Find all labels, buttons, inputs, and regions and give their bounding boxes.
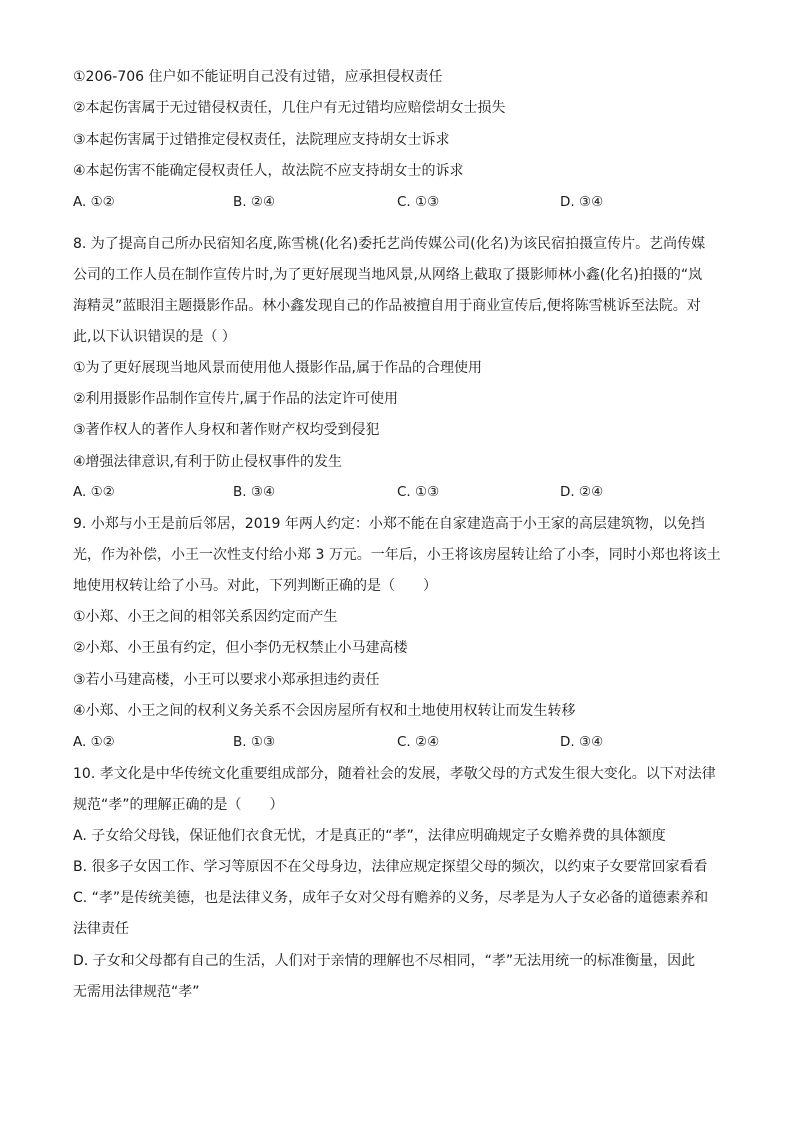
q10-stem-line-2: 规范“孝”的理解正确的是（ ） <box>73 797 284 813</box>
q8-stem-line-1: 8. 为了提高自己所办民宿知名度,陈雪桃(化名)委托艺尚传媒公司(化名)为该民宿拍摄宣传片。艺尚传媒 <box>73 236 706 252</box>
q10-choice-b: B. 很多子女因工作、学习等原因不在父母身边，法律应规定探望父母的频次，以约束子女要常回家看看 <box>73 859 708 875</box>
q9-option-b: B. ①③ <box>233 734 276 750</box>
q8-item-4: ④增强法律意识,有利于防止侵权事件的发生 <box>73 454 342 470</box>
q9-item-2: ②小郑、小王虽有约定，但小李仍无权禁止小马建高楼 <box>73 640 408 656</box>
q9-stem-line-1: 9. 小郑与小王是前后邻居，2019 年两人约定：小郑不能在自家建造高于小王家的高层建筑物，以免挡 <box>73 516 705 532</box>
q9-stem-line-3: 地使用权转让给了小马。对此，下列判断正确的是（ ） <box>73 578 437 594</box>
q9-item-1: ①小郑、小王之间的相邻关系因约定而产生 <box>73 609 338 625</box>
q7-option-c: C. ①③ <box>397 194 440 210</box>
q10-choice-a: A. 子女给父母钱，保证他们衣食无忧，才是真正的“孝”，法律应明确规定子女赡养费的具体额度 <box>73 828 666 844</box>
q7-item-2: ②本起伤害属于无过错侵权责任，几住户有无过错均应赔偿胡女士损失 <box>73 100 506 116</box>
q7-option-a: A. ①② <box>73 194 115 210</box>
q9-item-3: ③若小马建高楼，小王可以要求小郑承担违约责任 <box>73 672 380 688</box>
q8-item-1: ①为了更好展现当地风景而使用他人摄影作品,属于作品的合理使用 <box>73 360 482 376</box>
q8-stem-line-4: 此,以下认识错误的是（ ） <box>73 329 236 345</box>
q8-stem-line-3: 海精灵”蓝眼泪主题摄影作品。林小鑫发现自己的作品被擅自用于商业宣传后,便将陈雪桃诉至法院。对 <box>73 298 701 314</box>
q9-item-4: ④小郑、小王之间的权利义务关系不会因房屋所有权和土地使用权转让而发生转移 <box>73 703 576 719</box>
q7-option-b: B. ②④ <box>233 194 276 210</box>
q8-option-c: C. ①③ <box>397 484 440 500</box>
q10-choice-c: C. “孝”是传统美德，也是法律义务，成年子女对父母有赡养的义务，尽孝是为人子女必备的道德素养和 <box>73 890 709 906</box>
q8-option-b: B. ③④ <box>233 484 276 500</box>
q8-item-2: ②利用摄影作品制作宣传片,属于作品的法定许可使用 <box>73 391 398 407</box>
q7-option-d: D. ③④ <box>560 194 604 210</box>
q10-stem-line-1: 10. 孝文化是中华传统文化重要组成部分，随着社会的发展，孝敬父母的方式发生很大变化。以下对法律 <box>73 766 716 782</box>
q9-option-c: C. ②④ <box>397 734 440 750</box>
q9-options <box>73 732 733 752</box>
q9-option-a: A. ①② <box>73 734 115 750</box>
q7-options <box>73 192 733 212</box>
q10-choice-c-continued: 法律责任 <box>73 921 129 937</box>
q7-item-1: ①206-706 住户如不能证明自己没有过错，应承担侵权责任 <box>73 69 443 85</box>
q8-option-a: A. ①② <box>73 484 115 500</box>
q10-choice-d-continued: 无需用法律规范“孝” <box>73 984 200 1000</box>
q10-choice-d: D. 子女和父母都有自己的生活，人们对于亲情的理解也不尽相同，“孝”无法用统一的标准衡量，因此 <box>73 953 696 969</box>
q7-item-4: ④本起伤害不能确定侵权责任人，故法院不应支持胡女士的诉求 <box>73 163 464 179</box>
q8-item-3: ③著作权人的著作人身权和著作财产权均受到侵犯 <box>73 422 380 438</box>
q8-options <box>73 482 733 502</box>
q8-option-d: D. ②④ <box>560 484 604 500</box>
q7-item-3: ③本起伤害属于过错推定侵权责任，法院理应支持胡女士诉求 <box>73 132 450 148</box>
q9-option-d: D. ③④ <box>560 734 604 750</box>
q9-stem-line-2: 光，作为补偿，小王一次性支付给小郑 3 万元。一年后，小王将该房屋转让给了小李，同时小郑也将该土 <box>73 547 721 563</box>
q8-stem-line-2: 公司的工作人员在制作宣传片时,为了更好展现当地风景,从网络上截取了摄影师林小鑫(化名)拍摄的“岚 <box>73 267 703 283</box>
